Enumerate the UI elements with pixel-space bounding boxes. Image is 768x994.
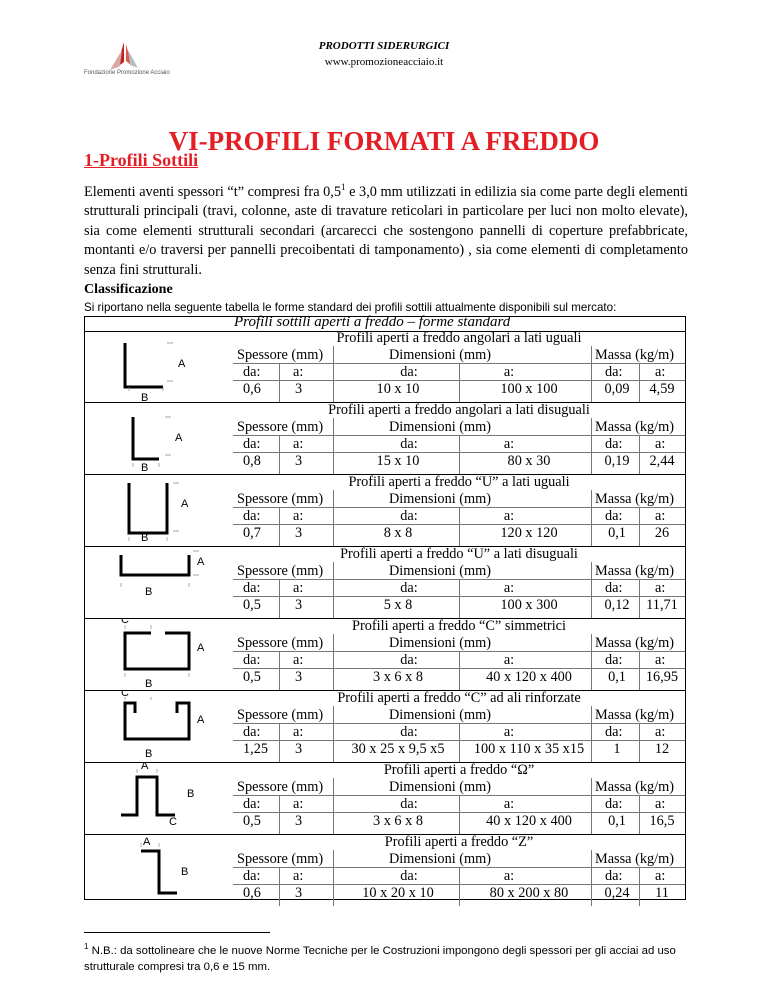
massa-min: 0,1 [608,813,626,829]
profile-section-drawing [85,331,233,402]
dimensioni-min: 3 x 6 x 8 [372,669,424,685]
massa-min: 0,09 [604,381,630,397]
dim-from-label: da: [400,652,418,668]
dimension-label: A [197,642,205,654]
spessore-max: 3 [295,885,303,901]
massa-min: 1 [613,741,621,757]
header-title: PRODOTTI SIDERURGICI [318,40,450,52]
profile-row [85,619,685,691]
profile-row [85,835,685,906]
dimension-label: A [141,763,149,772]
profile-title: Profili aperti a freddo angolari a lati uguali [336,330,582,346]
spessore-min: 0,6 [243,885,261,901]
spessore-max: 3 [295,453,303,469]
section-title: 1-Profili Sottili [84,150,199,170]
spessore-from-label: da: [243,652,261,668]
spessore-min: 1,25 [243,741,269,757]
dimensioni-max: 40 x 120 x 400 [486,669,572,685]
massa-max: 16,95 [645,669,679,685]
dim-from-label: da: [400,868,418,884]
massa-header: Massa (kg/m) [595,563,675,579]
massa-to-label: a: [655,364,666,380]
dimension-label: B [141,392,149,402]
profile-row [85,763,685,835]
spessore-to-label: a: [293,580,304,596]
profile-data [233,547,685,618]
spessore-min: 0,8 [243,453,261,469]
massa-to-label: a: [655,868,666,884]
spessore-min: 0,6 [243,381,261,397]
massa-min: 0,1 [608,669,626,685]
footnote-rule [84,932,270,933]
spessore-from-label: da: [243,796,261,812]
profiles-table [84,316,686,900]
dimension-label: C [169,816,177,828]
massa-max: 11 [655,885,669,901]
spessore-from-label: da: [243,580,261,596]
classification-heading: Classificazione [84,282,173,297]
massa-min: 0,24 [604,885,630,901]
dim-to-label: a: [503,436,515,452]
massa-from-label: da: [605,652,623,668]
spessore-max: 3 [295,741,303,757]
dimension-label: C [121,619,129,626]
dim-to-label: a: [503,724,515,740]
massa-max: 4,59 [649,381,675,397]
spessore-from-label: da: [243,508,261,524]
dimension-label: B [145,586,153,598]
profile-section-drawing [85,547,233,618]
spessore-header: Spessore (mm) [237,419,324,435]
dimensioni-header: Dimensioni (mm) [388,563,492,579]
dimensioni-header: Dimensioni (mm) [388,851,492,867]
dim-from-label: da: [400,796,418,812]
dim-to-label: a: [503,796,515,812]
classification-text: Si riportano nella seguente tabella le forme standard dei profili sottili attualmente disponibili sul mercato: [84,301,617,314]
spessore-max: 3 [295,381,303,397]
spessore-header: Spessore (mm) [237,707,324,723]
profile-data [233,475,685,546]
massa-from-label: da: [605,868,623,884]
massa-to-label: a: [655,508,666,524]
spessore-header: Spessore (mm) [237,635,324,651]
profile-row [85,547,685,619]
massa-max: 12 [654,741,670,757]
dimension-label: A [197,556,205,568]
profile-title: Profili aperti a freddo “U” a lati uguali [348,474,570,490]
dimension-label: A [181,498,189,510]
dim-from-label: da: [400,364,418,380]
dim-from-label: da: [400,508,418,524]
header-url[interactable]: www.promozioneacciaio.it [324,56,444,68]
profile-section-drawing [85,763,233,834]
massa-from-label: da: [605,436,623,452]
spessore-max: 3 [295,813,303,829]
spessore-to-label: a: [293,652,304,668]
massa-min: 0,1 [608,525,626,541]
dim-from-label: da: [400,436,418,452]
massa-from-label: da: [605,724,623,740]
spessore-from-label: da: [243,724,261,740]
profile-section-drawing [85,835,233,906]
profile-data [233,403,685,474]
dimension-label: A [175,432,183,444]
massa-from-label: da: [605,364,623,380]
spessore-min: 0,7 [243,525,261,541]
dimensioni-min: 10 x 10 [376,381,420,397]
profile-row [85,331,685,403]
dimensioni-max: 100 x 110 x 35 x15 [473,741,585,757]
profile-title: Profili aperti a freddo angolari a lati disuguali [328,402,590,418]
spessore-header: Spessore (mm) [237,851,324,867]
dimension-label: A [143,836,151,848]
dim-from-label: da: [400,580,418,596]
dimension-label: A [178,358,186,370]
dimensioni-header: Dimensioni (mm) [388,779,492,795]
massa-min: 0,12 [604,597,630,613]
profile-section-drawing [85,403,233,474]
dimension-label: B [141,532,149,544]
profile-title: Profili aperti a freddo “C” ad ali rinforzate [337,690,581,706]
spessore-to-label: a: [293,364,304,380]
dimensioni-header: Dimensioni (mm) [388,491,492,507]
massa-max: 11,71 [646,597,678,613]
table-rows [85,331,685,906]
profile-data [233,691,685,762]
massa-from-label: da: [605,580,623,596]
massa-to-label: a: [655,652,666,668]
spessore-to-label: a: [293,436,304,452]
dimension-label: B [141,462,149,474]
footnote: $^1$ N.B.: da sottolineare che le nuove Norme Tecniche per le Costruzioni impongono degli spessori per gli acciai ad uso strutturale compresi tra 0,6 e 15 mm. [84,942,676,973]
dimensioni-max: 80 x 200 x 80 [489,885,569,901]
dimensioni-min: 30 x 25 x 9,5 x5 [351,741,445,757]
dimensioni-max: 100 x 100 [500,381,558,397]
massa-header: Massa (kg/m) [595,419,675,435]
massa-to-label: a: [655,796,666,812]
dimensioni-max: 80 x 30 [507,453,551,469]
dim-to-label: a: [503,868,515,884]
spessore-max: 3 [295,525,303,541]
dimension-label: B [187,788,195,800]
massa-header: Massa (kg/m) [595,347,675,363]
profile-title: Profili aperti a freddo “U” a lati disuguali [340,546,578,562]
profile-title: Profili aperti a freddo “Ω” [383,762,535,778]
massa-max: 16,5 [649,813,675,829]
massa-header: Massa (kg/m) [595,851,675,867]
dim-to-label: a: [503,580,515,596]
dimensioni-min: 8 x 8 [383,525,413,541]
intro-paragraph: Elementi aventi spessori “t” compresi fra $0,5^1$ e 3,0 mm utilizzati in edilizia sia come parte degli elementi strutturali principali (travi, colonne, aste di travature reticolari in particolare per luci non molto elevate), sia come elementi strutturali secondari (arcarecci che sostengono pannelli di coperture prefabbricate, montanti e/o traversi per pannelli precoibentati di tamponamento) , sia come elementi di completamento senza fini strutturali. [84,182,688,278]
profile-data [233,763,685,834]
dimension-label: A [197,714,205,726]
dimensioni-min: 10 x 20 x 10 [362,885,434,901]
dimension-label: B [145,748,153,760]
profile-row [85,475,685,547]
dimensioni-header: Dimensioni (mm) [388,707,492,723]
spessore-min: 0,5 [243,813,261,829]
spessore-header: Spessore (mm) [237,779,324,795]
dimensioni-min: 3 x 6 x 8 [372,813,424,829]
spessore-header: Spessore (mm) [237,563,324,579]
spessore-to-label: a: [293,508,304,524]
dim-to-label: a: [503,652,515,668]
dim-to-label: a: [503,364,515,380]
spessore-to-label: a: [293,796,304,812]
spessore-to-label: a: [293,868,304,884]
profile-section-drawing [85,691,233,762]
massa-min: 0,19 [604,453,630,469]
dimensioni-max: 40 x 120 x 400 [486,813,572,829]
spessore-max: 3 [295,597,303,613]
spessore-from-label: da: [243,364,261,380]
dimension-label: B [145,678,153,690]
profile-row [85,691,685,763]
spessore-from-label: da: [243,868,261,884]
massa-from-label: da: [605,796,623,812]
dimensioni-min: 15 x 10 [376,453,420,469]
dimensioni-max: 120 x 120 [500,525,558,541]
page-title: VI-PROFILI FORMATI A FREDDO [168,126,600,156]
profile-data [233,619,685,690]
profile-title: Profili aperti a freddo “Z” [384,834,534,850]
profile-row [85,403,685,475]
profile-section-drawing [85,619,233,690]
spessore-header: Spessore (mm) [237,347,324,363]
dimensioni-header: Dimensioni (mm) [388,419,492,435]
table-title: Profili sottili aperti a freddo – forme standard [234,314,511,330]
logo-text: Fondazione Promozione Acciaio [84,70,170,76]
massa-to-label: a: [655,724,666,740]
spessore-max: 3 [295,669,303,685]
profile-section-drawing [85,475,233,546]
massa-to-label: a: [655,436,666,452]
profile-title: Profili aperti a freddo “C” simmetrici [352,618,566,634]
massa-from-label: da: [605,508,623,524]
dimension-label: C [121,691,129,699]
spessore-to-label: a: [293,724,304,740]
massa-to-label: a: [655,580,666,596]
profile-data [233,835,685,906]
massa-header: Massa (kg/m) [595,491,675,507]
dimensioni-min: 5 x 8 [383,597,413,613]
massa-header: Massa (kg/m) [595,635,675,651]
footnote-ref[interactable]: 1 [341,182,346,192]
dimension-label: B [181,866,189,878]
massa-max: 2,44 [649,453,675,469]
dimensioni-header: Dimensioni (mm) [388,635,492,651]
dimensioni-max: 100 x 300 [500,597,558,613]
massa-header: Massa (kg/m) [595,707,675,723]
spessore-min: 0,5 [243,597,261,613]
massa-header: Massa (kg/m) [595,779,675,795]
dimensioni-header: Dimensioni (mm) [388,347,492,363]
spessore-min: 0,5 [243,669,261,685]
massa-max: 26 [654,525,670,541]
spessore-header: Spessore (mm) [237,491,324,507]
spessore-from-label: da: [243,436,261,452]
profile-data [233,331,685,402]
dim-to-label: a: [503,508,515,524]
dim-from-label: da: [400,724,418,740]
